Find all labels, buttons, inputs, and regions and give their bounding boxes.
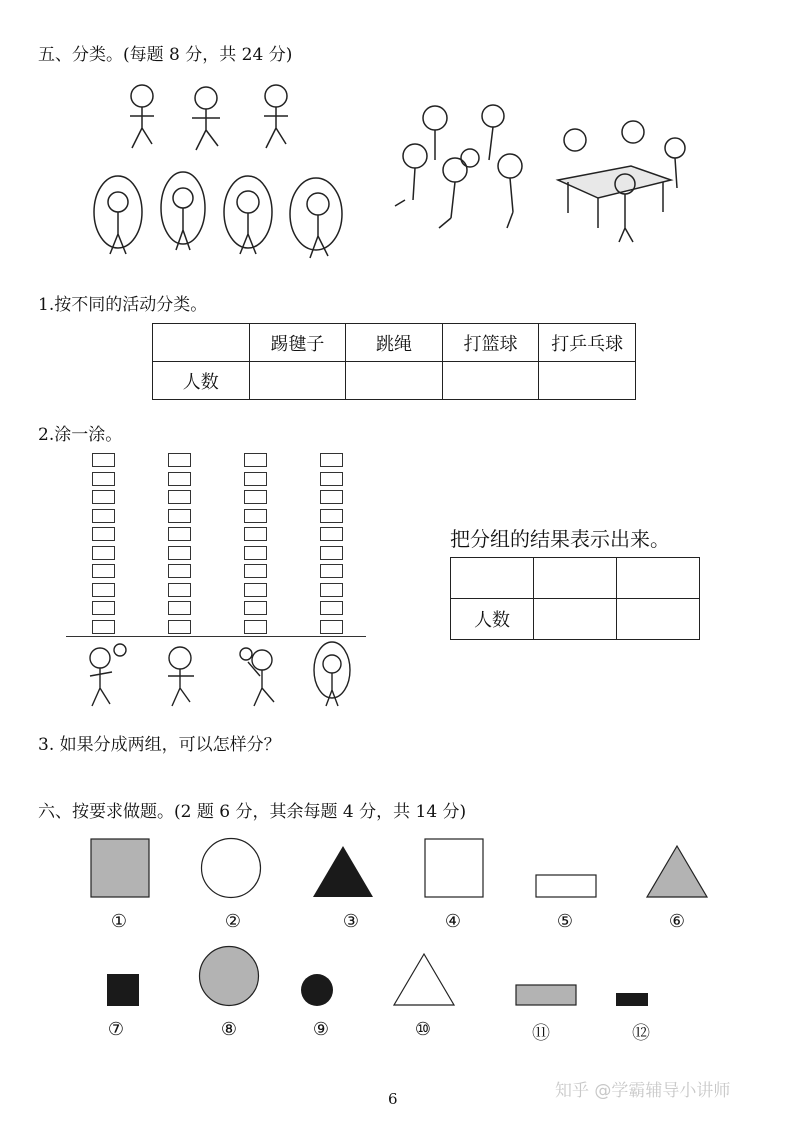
- shape-label-8: ⑧: [220, 1019, 238, 1040]
- shape-label-3: ③: [342, 911, 360, 932]
- table2-header-empty: [451, 558, 534, 599]
- coloring-column-3[interactable]: [244, 453, 267, 638]
- table1-header-empty: [153, 324, 250, 362]
- shape-label-4: ④: [444, 911, 462, 932]
- table2-row-label: 人数: [451, 599, 534, 640]
- activity-count-table: [152, 323, 636, 400]
- shape-label-9: ⑨: [312, 1019, 330, 1040]
- jump-rope-kids-illustration: [88, 172, 358, 267]
- table1-cell-basketball[interactable]: [442, 362, 539, 400]
- table2-header-group-1[interactable]: [534, 558, 617, 599]
- basketball-kid-icon: [80, 642, 130, 712]
- table1-header-shuttlecock: 踢毽子: [249, 324, 346, 362]
- table1-cell-ping-pong[interactable]: [539, 362, 636, 400]
- shape-label-11: ⑪: [532, 1023, 550, 1044]
- table1-header-jump-rope: 跳绳: [346, 324, 443, 362]
- question-2-prompt: 把分组的结果表示出来。: [450, 527, 670, 551]
- shape-label-7: ⑦: [107, 1019, 125, 1040]
- shape-label-1: ①: [110, 911, 128, 932]
- page-number: 6: [388, 1090, 398, 1108]
- shape-label-10: ⑩: [414, 1019, 432, 1040]
- shape-12-black-rectangle: [616, 993, 648, 1006]
- question-2: 2.涂一涂。: [38, 425, 123, 445]
- question-3: 3. 如果分成两组，可以怎样分？: [38, 735, 281, 755]
- table2-header-group-2[interactable]: [617, 558, 700, 599]
- ping-pong-kid-icon: [236, 642, 286, 712]
- table1-header-basketball: 打篮球: [442, 324, 539, 362]
- table1-cell-shuttlecock[interactable]: [249, 362, 346, 400]
- coloring-column-1[interactable]: [92, 453, 115, 638]
- shape-7-black-square: [107, 974, 139, 1006]
- shape-5-white-rectangle: [535, 874, 597, 898]
- ping-pong-kids-illustration: [553, 118, 703, 248]
- table2-cell-group-2[interactable]: [617, 599, 700, 640]
- section5-title: 五、分类。(每题 8 分，共 24 分): [38, 45, 293, 65]
- basketball-kids-illustration: [385, 100, 545, 240]
- shape-4-white-square: [424, 838, 484, 898]
- shape-6-gray-triangle: [646, 845, 708, 899]
- shape-label-5: ⑤: [556, 911, 574, 932]
- question-1: 1.按不同的活动分类。: [38, 295, 208, 315]
- baseline-divider: [66, 636, 366, 637]
- watermark: 知乎 @学霸辅导小讲师: [555, 1081, 731, 1101]
- shuttlecock-kid-icon: [158, 642, 208, 712]
- grouping-result-table: [450, 557, 700, 640]
- shape-10-white-triangle: [393, 953, 455, 1007]
- shape-8-gray-circle: [198, 945, 260, 1007]
- coloring-column-2[interactable]: [168, 453, 191, 638]
- shape-11-gray-rectangle: [515, 984, 577, 1006]
- coloring-column-4[interactable]: [320, 453, 343, 638]
- table1-row-label: 人数: [153, 362, 250, 400]
- jump-rope-kid-icon: [308, 640, 358, 712]
- section6-title: 六、按要求做题。(2 题 6 分，其余每题 4 分，共 14 分): [38, 802, 467, 822]
- shape-label-6: ⑥: [668, 911, 686, 932]
- shape-3-black-triangle: [312, 845, 374, 899]
- table1-cell-jump-rope[interactable]: [346, 362, 443, 400]
- shuttlecock-kids-illustration: [118, 78, 308, 158]
- shape-label-12: ⑫: [632, 1023, 650, 1044]
- shape-9-black-circle: [300, 973, 334, 1007]
- shape-1-gray-square: [90, 838, 150, 898]
- shape-label-2: ②: [224, 911, 242, 932]
- shape-2-white-circle: [200, 837, 262, 899]
- table2-cell-group-1[interactable]: [534, 599, 617, 640]
- table1-header-ping-pong: 打乒乓球: [539, 324, 636, 362]
